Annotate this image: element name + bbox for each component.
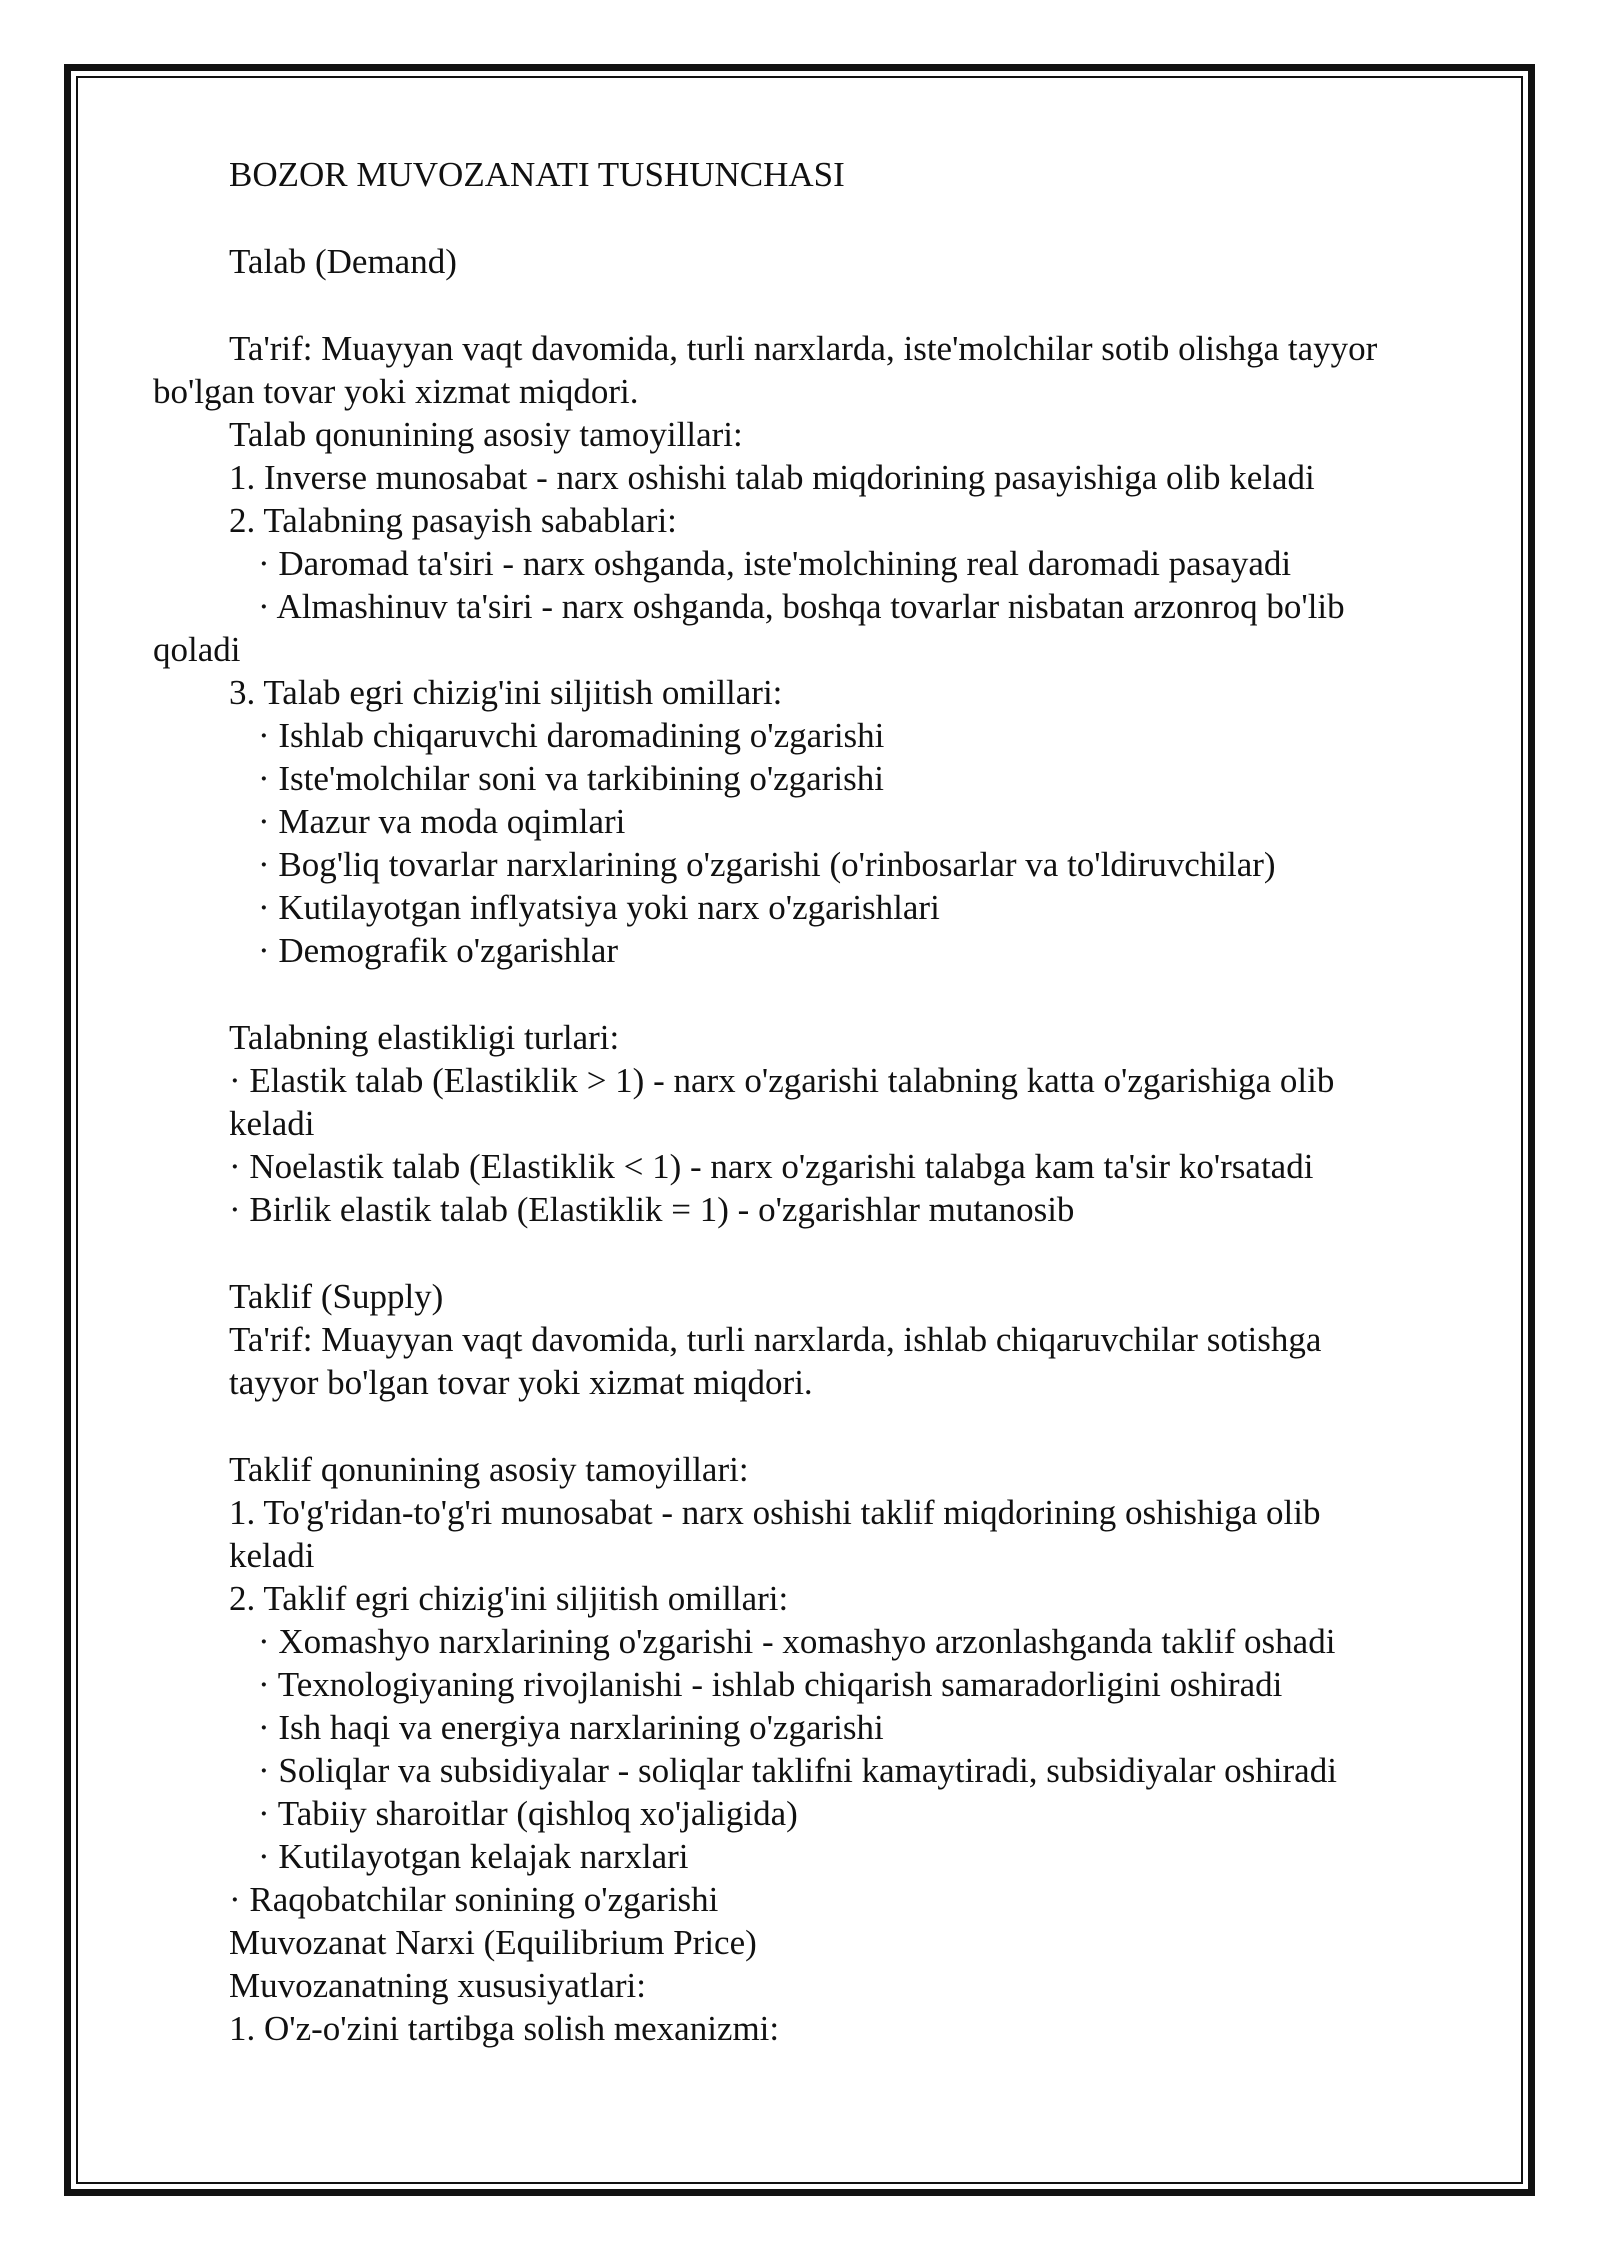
bullet-item: · Iste'molchilar soni va tarkibining o'zgarishi <box>258 759 884 798</box>
bullet-item: · Bog'liq tovarlar narxlarining o'zgarishi (o'rinbosarlar va to'ldiruvchilar) <box>258 845 1276 884</box>
subheading: Muvozanatning xususiyatlari: <box>229 1966 647 2005</box>
bullet-item: · Kutilayotgan inflyatsiya yoki narx o'zgarishlari <box>258 888 940 927</box>
list-item: 2. Taklif egri chizig'ini siljitish omillari: <box>229 1579 789 1618</box>
bullet-item: · Ish haqi va energiya narxlarining o'zgarishi <box>258 1708 884 1747</box>
paragraph-line: bo'lgan tovar yoki xizmat miqdori. <box>153 372 639 411</box>
list-item: 1. O'z-o'zini tartibga solish mexanizmi: <box>229 2009 780 2048</box>
bullet-item: · Soliqlar va subsidiyalar - soliqlar taklifni kamaytiradi, subsidiyalar oshiradi <box>258 1751 1337 1790</box>
bullet-item: · Birlik elastik talab (Elastiklik = 1) - o'zgarishlar mutanosib <box>229 1190 1075 1229</box>
section-heading-supply: Taklif (Supply) <box>229 1277 444 1316</box>
bullet-item: · Xomashyo narxlarining o'zgarishi - xomashyo arzonlashganda taklif oshadi <box>258 1622 1336 1661</box>
bullet-item: · Noelastik talab (Elastiklik < 1) - narx o'zgarishi talabga kam ta'sir ko'rsatadi <box>229 1147 1314 1186</box>
bullet-item-continuation: qoladi <box>153 630 241 669</box>
subheading: Taklif qonunining asosiy tamoyillari: <box>229 1450 749 1489</box>
section-heading-demand: Talab (Demand) <box>229 242 457 281</box>
bullet-item: · Daromad ta'siri - narx oshganda, iste'molchining real daromadi pasayadi <box>258 544 1292 583</box>
bullet-item: · Raqobatchilar sonining o'zgarishi <box>229 1880 719 1919</box>
list-item-continuation: keladi <box>229 1536 315 1575</box>
bullet-item-continuation: keladi <box>229 1104 315 1143</box>
list-item: 1. Inverse munosabat - narx oshishi talab miqdorining pasayishiga olib keladi <box>229 458 1315 497</box>
bullet-item: · Ishlab chiqaruvchi daromadining o'zgarishi <box>258 716 885 755</box>
bullet-item: · Elastik talab (Elastiklik > 1) - narx o'zgarishi talabning katta o'zgarishiga olib <box>229 1061 1335 1100</box>
section-heading-equilibrium: Muvozanat Narxi (Equilibrium Price) <box>229 1923 757 1962</box>
paragraph-line: Ta'rif: Muayyan vaqt davomida, turli narxlarda, iste'molchilar sotib olishga tayyor <box>229 329 1378 368</box>
subheading: Talabning elastikligi turlari: <box>229 1018 620 1057</box>
list-item: 2. Talabning pasayish sabablari: <box>229 501 677 540</box>
bullet-item: · Demografik o'zgarishlar <box>258 931 619 970</box>
bullet-item: · Mazur va moda oqimlari <box>258 802 626 841</box>
list-item: 1. To'g'ridan-to'g'ri munosabat - narx oshishi taklif miqdorining oshishiga olib <box>229 1493 1321 1532</box>
bullet-item: · Almashinuv ta'siri - narx oshganda, boshqa tovarlar nisbatan arzonroq bo'lib <box>258 587 1345 626</box>
bullet-item: · Kutilayotgan kelajak narxlari <box>258 1837 689 1876</box>
subheading: Talab qonunining asosiy tamoyillari: <box>229 415 743 454</box>
bullet-item: · Texnologiyaning rivojlanishi - ishlab chiqarish samaradorligini oshiradi <box>258 1665 1283 1704</box>
document-title: BOZOR MUVOZANATI TUSHUNCHASI <box>229 155 845 194</box>
list-item: 3. Talab egri chizig'ini siljitish omillari: <box>229 673 783 712</box>
paragraph-line: tayyor bo'lgan tovar yoki xizmat miqdori. <box>229 1363 813 1402</box>
bullet-item: · Tabiiy sharoitlar (qishloq xo'jaligida) <box>258 1794 798 1833</box>
paragraph-line: Ta'rif: Muayyan vaqt davomida, turli narxlarda, ishlab chiqaruvchilar sotishga <box>229 1320 1322 1359</box>
